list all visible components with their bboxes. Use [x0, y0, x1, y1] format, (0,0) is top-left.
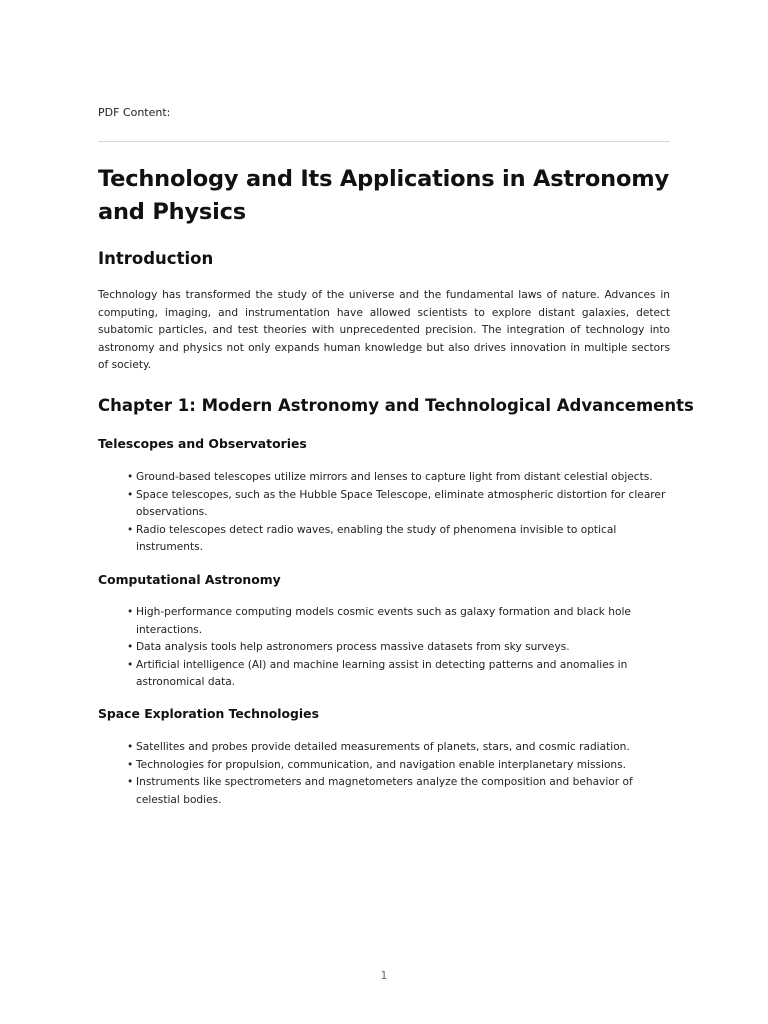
list-item — [127, 639, 667, 657]
list-item — [127, 469, 667, 487]
bullet-icon: • — [127, 776, 134, 789]
list-item — [127, 604, 667, 639]
bullet-list-telescopes — [127, 469, 667, 557]
bullet-icon: • — [127, 488, 134, 501]
list-item-text: Technologies for propulsion, communication, and navigation enable interplanetary missions. — [136, 758, 627, 771]
list-item-text: Data analysis tools help astronomers process massive datasets from sky surveys. — [136, 641, 570, 654]
list-item-text: Instruments like spectrometers and magnetometers analyze the composition and behavior of celestial bodies. — [136, 776, 633, 806]
list-item-text: Satellites and probes provide detailed measurements of planets, stars, and cosmic radiation. — [136, 741, 630, 753]
bullet-list-space-exploration — [127, 739, 667, 809]
list-item-text: Ground-based telescopes utilize mirrors and lenses to capture light from distant celestial objects. — [136, 471, 653, 483]
bullet-icon: • — [127, 471, 134, 483]
list-item — [127, 739, 667, 757]
bullet-icon: • — [127, 523, 134, 536]
pdf-content-label: PDF Content: — [98, 106, 171, 119]
bullet-icon: • — [127, 741, 134, 753]
bullet-icon: • — [127, 658, 134, 671]
introduction-paragraph: Technology has transformed the study of the universe and the fundamental laws of nature. Advances in computing, imaging, and instrumentation have allowed scientists to explore distant galaxies, detect subatomic particles, and test theories with unprecedented precision. The integration of technology into astronomy and physics not only expands human knowledge but also drives innovation in multiple sectors of society. — [98, 289, 670, 372]
list-item — [127, 757, 667, 775]
document-title: Technology and Its Applications in Astronomy and Physics — [98, 166, 669, 225]
section-heading-telescopes: Telescopes and Observatories — [98, 436, 307, 451]
list-item-text: Space telescopes, such as the Hubble Space Telescope, eliminate atmospheric distortion for clearer observations. — [136, 488, 666, 519]
bullet-icon: • — [127, 606, 134, 618]
chapter-1-heading: Chapter 1: Modern Astronomy and Technological Advancements — [98, 396, 694, 415]
list-item — [127, 774, 667, 809]
bullet-icon: • — [127, 641, 134, 654]
section-heading-space-exploration: Space Exploration Technologies — [98, 706, 319, 721]
header-divider — [98, 141, 670, 142]
bullet-icon: • — [127, 758, 134, 771]
list-item-text: Artificial intelligence (AI) and machine learning assist in detecting patterns and anomalies in astronomical data. — [136, 658, 628, 689]
list-item-text: High-performance computing models cosmic events such as galaxy formation and black hole interactions. — [136, 606, 631, 636]
bullet-list-computational — [127, 604, 667, 692]
page-number: 1 — [380, 970, 388, 982]
list-item — [127, 487, 667, 522]
section-heading-computational: Computational Astronomy — [98, 572, 281, 587]
list-item — [127, 522, 667, 557]
introduction-heading: Introduction — [98, 249, 214, 268]
list-item-text: Radio telescopes detect radio waves, enabling the study of phenomena invisible to optical instruments. — [136, 523, 617, 554]
list-item — [127, 657, 667, 692]
